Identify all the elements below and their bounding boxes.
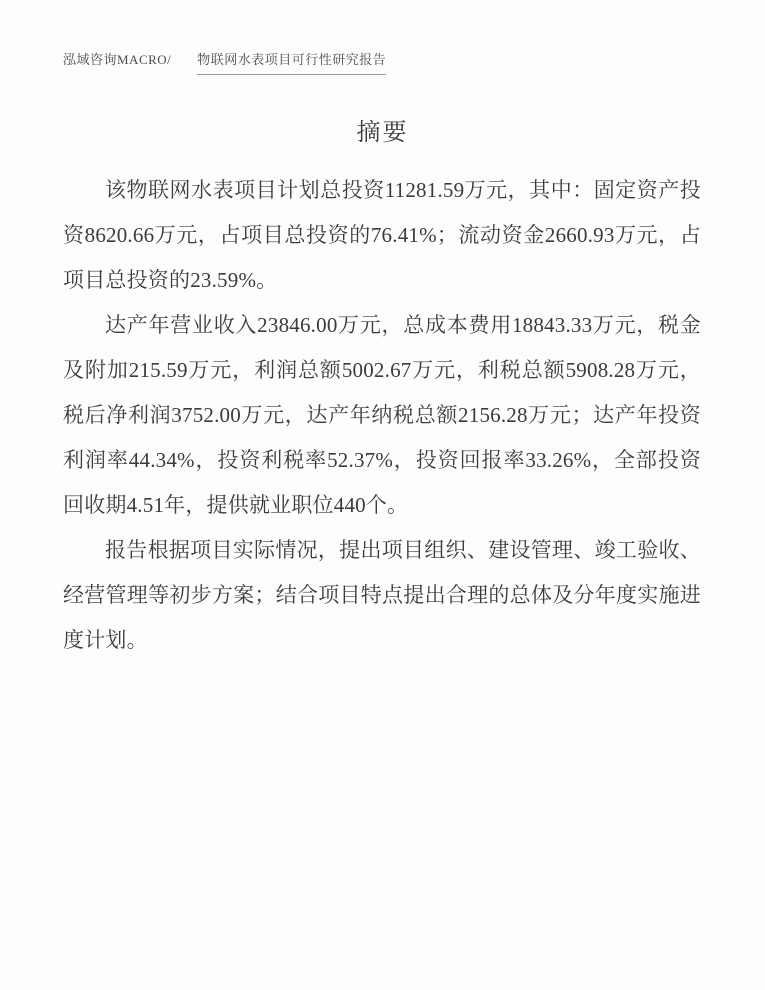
document-body [63,168,701,663]
page-header [63,52,702,75]
paragraph-investment-summary: 该物联网水表项目计划总投资11281.59万元，其中：固定资产投资8620.66万元，占项目总投资的76.41%；流动资金2660.93万元，占项目总投资的23.59%。 [63,178,701,292]
header-doc-title: 物联网水表项目可行性研究报告 [197,52,386,75]
paragraph-report-scope: 报告根据项目实际情况，提出项目组织、建设管理、竣工验收、经营管理等初步方案；结合项目特点提出合理的总体及分年度实施进度计划。 [63,538,701,652]
paragraph-financial-indicators: 达产年营业收入23846.00万元，总成本费用18843.33万元，税金及附加215.59万元，利润总额5002.67万元，利税总额5908.28万元，税后净利润3752.00万元，达产年纳税总额2156.28万元；达产年投资利润率44.34%，投资利税率52.37%，投资回报率33.26%，全部投资回收期4.51年，提供就业职位440个。 [63,313,701,517]
page-title: 摘要 [356,120,409,146]
header-brand-text: 泓域咨询MACRO/ [63,52,172,67]
